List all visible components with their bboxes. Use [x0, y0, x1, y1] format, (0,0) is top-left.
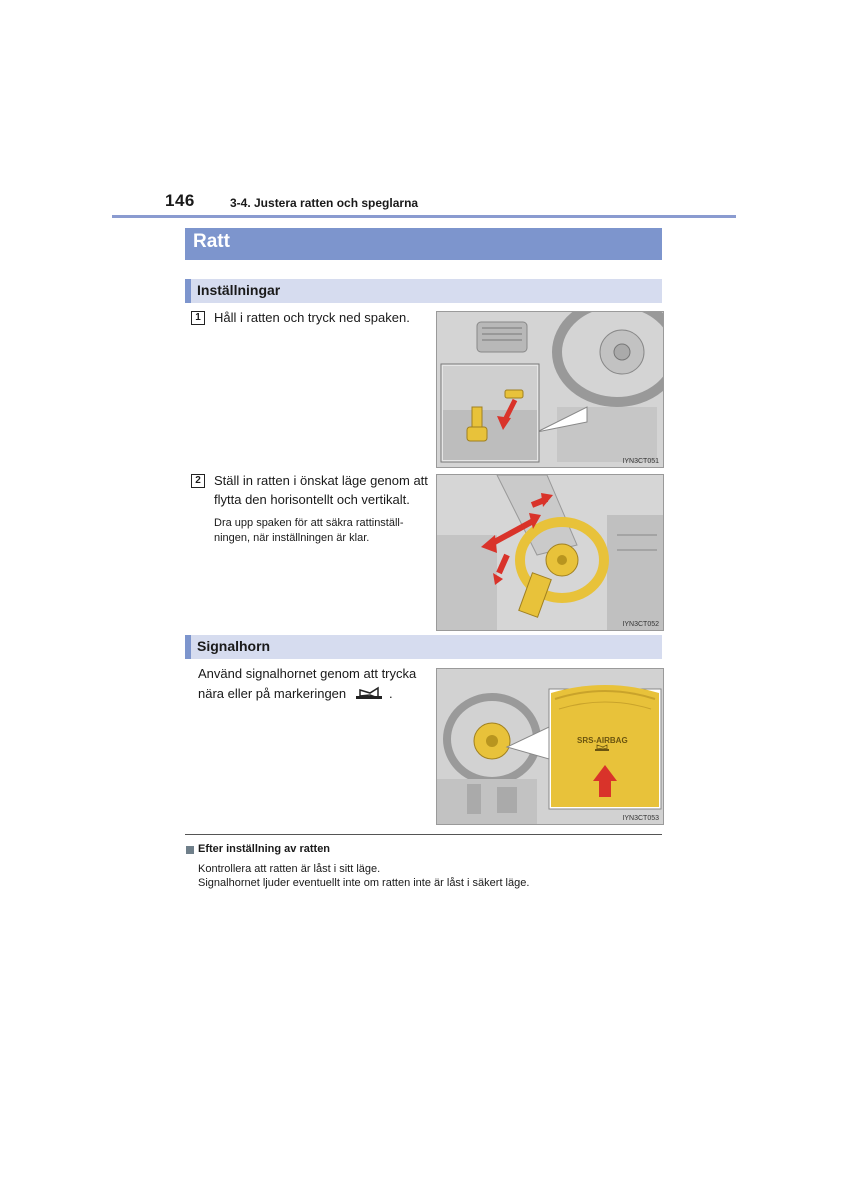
breadcrumb: 3-4. Justera ratten och speglarna — [230, 196, 419, 210]
figure-lever-release — [436, 311, 664, 468]
dashboard-lever-illustration — [437, 312, 663, 467]
bullet-square-icon — [186, 846, 194, 854]
step-2-number: 2 — [191, 474, 205, 488]
figure-2-code: IYN3CT052 — [622, 621, 659, 628]
page-number: 146 — [165, 191, 195, 210]
section-title: Ratt — [193, 231, 230, 252]
step-2-note-line1: Dra upp spaken för att säkra rattinställ- — [214, 517, 404, 529]
after-adjust-title: Efter inställning av ratten — [198, 843, 331, 855]
step-2-text-line2: flytta den horisontellt och vertikalt. — [214, 492, 410, 507]
figure-3-code: IYN3CT053 — [622, 815, 659, 822]
horn-text-end: . — [389, 686, 393, 701]
figure-steering-adjust — [436, 474, 664, 631]
horn-pad-illustration — [437, 669, 663, 824]
section-title-bar — [185, 228, 662, 260]
settings-heading-bar — [185, 279, 662, 303]
settings-heading: Inställningar — [197, 282, 281, 298]
figure-horn — [436, 668, 664, 825]
horn-icon — [356, 686, 384, 707]
after-adjust-line1: Kontrollera att ratten är låst i sitt läge. — [198, 863, 381, 875]
figure-1-code: IYN3CT051 — [622, 458, 659, 465]
header-rule — [112, 215, 736, 218]
horn-text-line1: Använd signalhornet genom att trycka — [198, 666, 417, 681]
step-2-note-line2: ningen, när inställningen är klar. — [214, 532, 370, 544]
step-2-text-line1: Ställ in ratten i önskat läge genom att — [214, 473, 428, 488]
airbag-label: SRS-AIRBAG — [577, 736, 628, 745]
steering-wheel-adjust-illustration — [437, 475, 663, 630]
after-adjust-line2: Signalhornet ljuder eventuellt inte om ratten inte är låst i säkert läge. — [198, 877, 530, 889]
step-1-number: 1 — [191, 311, 205, 325]
horn-heading: Signalhorn — [197, 638, 271, 654]
horn-text-line2: nära eller på markeringen — [198, 686, 347, 701]
section-divider — [185, 834, 662, 835]
horn-heading-bar — [185, 635, 662, 659]
step-1-text: Håll i ratten och tryck ned spaken. — [214, 310, 410, 325]
